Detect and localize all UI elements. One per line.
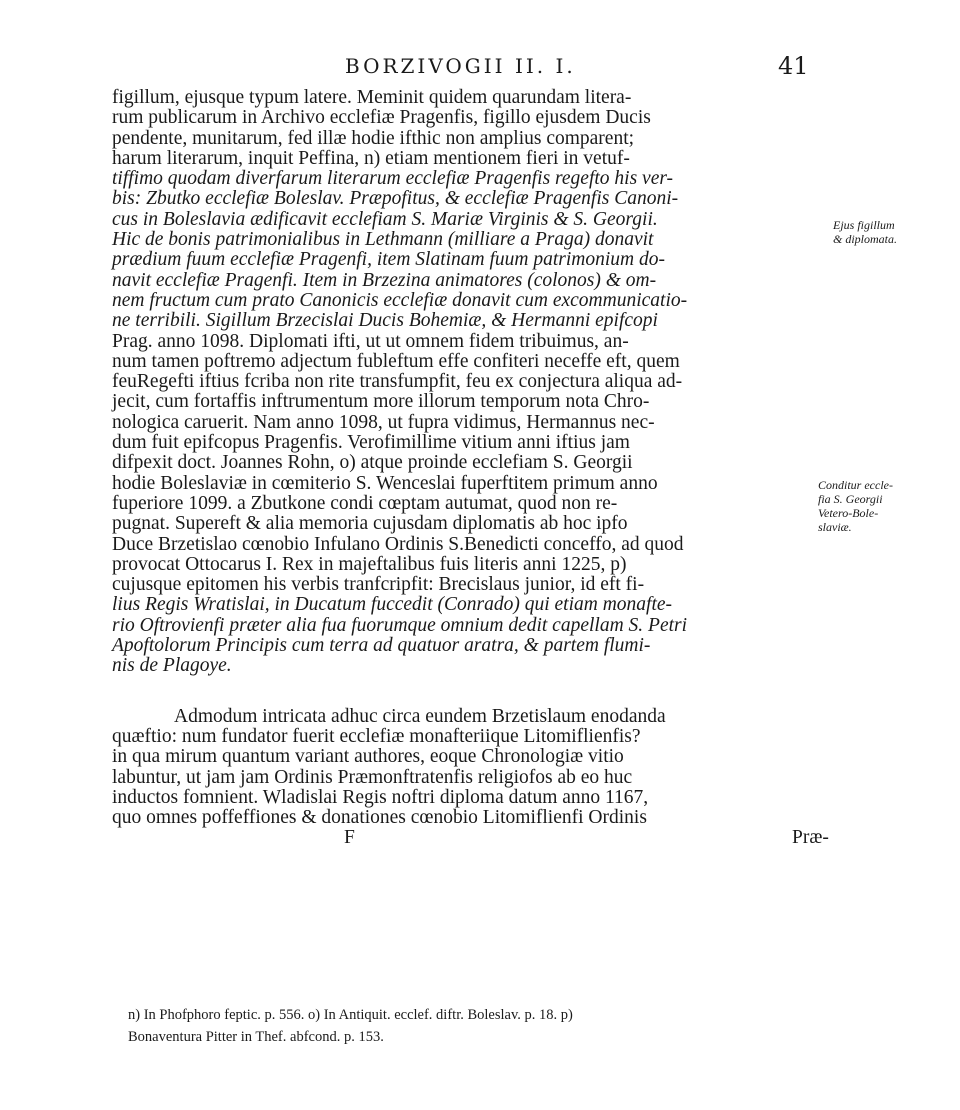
paragraph-gap <box>112 677 827 707</box>
text-line: prædium fuum ecclefiæ Pragenfi, item Slatinam fuum patrimonium do- <box>112 249 665 271</box>
text-line: feuRegefti iftius fcriba non rite transfumpfit, feu ex conjectura aliqua ad- <box>112 371 683 393</box>
catchword: Præ- <box>792 827 829 849</box>
marginal-note-line: & diplomata. <box>833 232 898 246</box>
text-line: tiffimo quodam diverfarum literarum ecclefiæ Pragenfis regefto his ver- <box>112 168 674 190</box>
text-line: quæftio: num fundator fuerit ecclefiæ monafteriique Litomiflienfis? <box>112 725 641 747</box>
text-line: cujusque epitomen his verbis tranfcripfit: Brecislaus junior, id eft fi- <box>112 574 645 596</box>
marginal-note <box>833 218 897 246</box>
marginal-note <box>818 478 948 534</box>
main-text <box>112 88 827 849</box>
text-line: Prag. anno 1098. Diplomati ifti, ut ut omnem fidem tribuimus, an- <box>112 330 629 352</box>
text-line: labuntur, ut jam jam Ordinis Præmonftratenfis religiofos ab eo huc <box>112 766 633 788</box>
text-line: provocat Ottocarus I. Rex in majeftalibus fuis literis anni 1225, p) <box>112 553 627 575</box>
text-line: Admodum intricata adhuc circa eundem Brzetislaum enodanda <box>174 705 666 727</box>
text-line: fuperiore 1099. a Zbutkone condi cœptam autumat, quod non re- <box>112 492 618 514</box>
text-line: bis: Zbutko ecclefiæ Boleslav. Præpofitus, & ecclefiæ Pragenfis Canoni- <box>112 188 679 210</box>
footnote-line: Bonaventura Pitter in Thef. abfcond. p. 153. <box>128 1029 384 1045</box>
marginal-note-line: fia S. Georgii <box>818 492 883 506</box>
text-line: in qua mirum quantum variant authores, eoque Chronologiæ vitio <box>112 746 624 768</box>
text-line: nem fructum cum prato Canonicis ecclefiæ donavit cum excommunicatio- <box>112 289 688 311</box>
paragraph-1 <box>112 88 827 677</box>
footnote-line: n) In Phofphoro feptic. p. 556. o) In Antiquit. ecclef. diftr. Boleslav. p. 18. p) <box>128 1007 573 1023</box>
marginal-note-line: slaviæ. <box>818 520 852 534</box>
text-line: dum fuit epifcopus Pragenfis. Verofimillime vitium anni iftius jam <box>112 432 630 454</box>
text-line: harum literarum, inquit Peffina, n) etiam mentionem fieri in vetuf- <box>112 147 630 169</box>
text-line: nis de Plagoye. <box>112 655 232 677</box>
text-line: hodie Boleslaviæ in cœmiterio S. Wenceslai fuperftitem primum anno <box>112 472 658 494</box>
running-title: BORZIVOGII II. I. <box>345 54 576 78</box>
text-line: Apoftolorum Principis cum terra ad quatuor aratra, & partem flumi- <box>112 635 651 657</box>
text-line: figillum, ejusque typum latere. Meminit quidem quarundam litera- <box>112 87 632 108</box>
signature-line <box>112 828 827 848</box>
text-line: lius Regis Wratislai, in Ducatum fuccedit (Conrado) qui etiam monafte- <box>112 594 673 616</box>
text-line: quo omnes poffeffiones & donationes cœnobio Litomiflienfi Ordinis <box>112 807 647 829</box>
text-line: ne terribili. Sigillum Brzecislai Ducis Bohemiæ, & Hermanni epifcopi <box>112 310 658 332</box>
text-line: inductos fomnient. Wladislai Regis noftri diploma datum anno 1167, <box>112 786 649 808</box>
text-line: nologica caruerit. Nam anno 1098, ut fupra vidimus, Hermannus nec- <box>112 411 655 433</box>
text-line: pugnat. Supereft & alia memoria cujusdam diplomatis ab hoc ipfo <box>112 513 628 535</box>
text-line: pendente, munitarum, fed illæ hodie ifthic non amplius comparent; <box>112 127 635 149</box>
text-line: navit ecclefiæ Pragenfi. Item in Brzezina animatores (colonos) & om- <box>112 269 657 291</box>
text-line: rio Oftrovienfi præter alia fua fuorumque omnium dedit capellam S. Petri <box>112 614 688 636</box>
text-line: cus in Boleslavia ædificavit ecclefiam S. Mariæ Virginis & S. Georgii. <box>112 208 658 230</box>
text-line: difpexit doct. Joannes Rohn, o) atque proinde ecclefiam S. Georgii <box>112 452 633 474</box>
marginal-note-line: Conditur eccle- <box>818 478 893 492</box>
marginal-note-line: Ejus figillum <box>833 218 895 232</box>
paragraph-2 <box>112 707 827 829</box>
signature-mark: F <box>344 827 355 849</box>
text-line: Hic de bonis patrimonialibus in Lethmann (milliare a Praga) donavit <box>112 229 654 251</box>
page-number: 41 <box>778 52 809 80</box>
marginal-note-line: Vetero-Bole- <box>818 506 879 520</box>
text-line: num tamen poftremo adjectum fubleftum effe confiteri neceffe eft, quem <box>112 350 680 372</box>
page-header <box>0 52 960 92</box>
text-line: Duce Brzetislao cœnobio Infulano Ordinis S.Benedicti conceffo, ad quod <box>112 533 684 555</box>
text-line: rum publicarum in Archivo ecclefiæ Pragenfis, figillo ejusdem Ducis <box>112 107 651 129</box>
footnotes <box>128 1004 828 1048</box>
text-line: jecit, cum fortaffis inftrumentum more illorum temporum nota Chro- <box>112 391 650 413</box>
